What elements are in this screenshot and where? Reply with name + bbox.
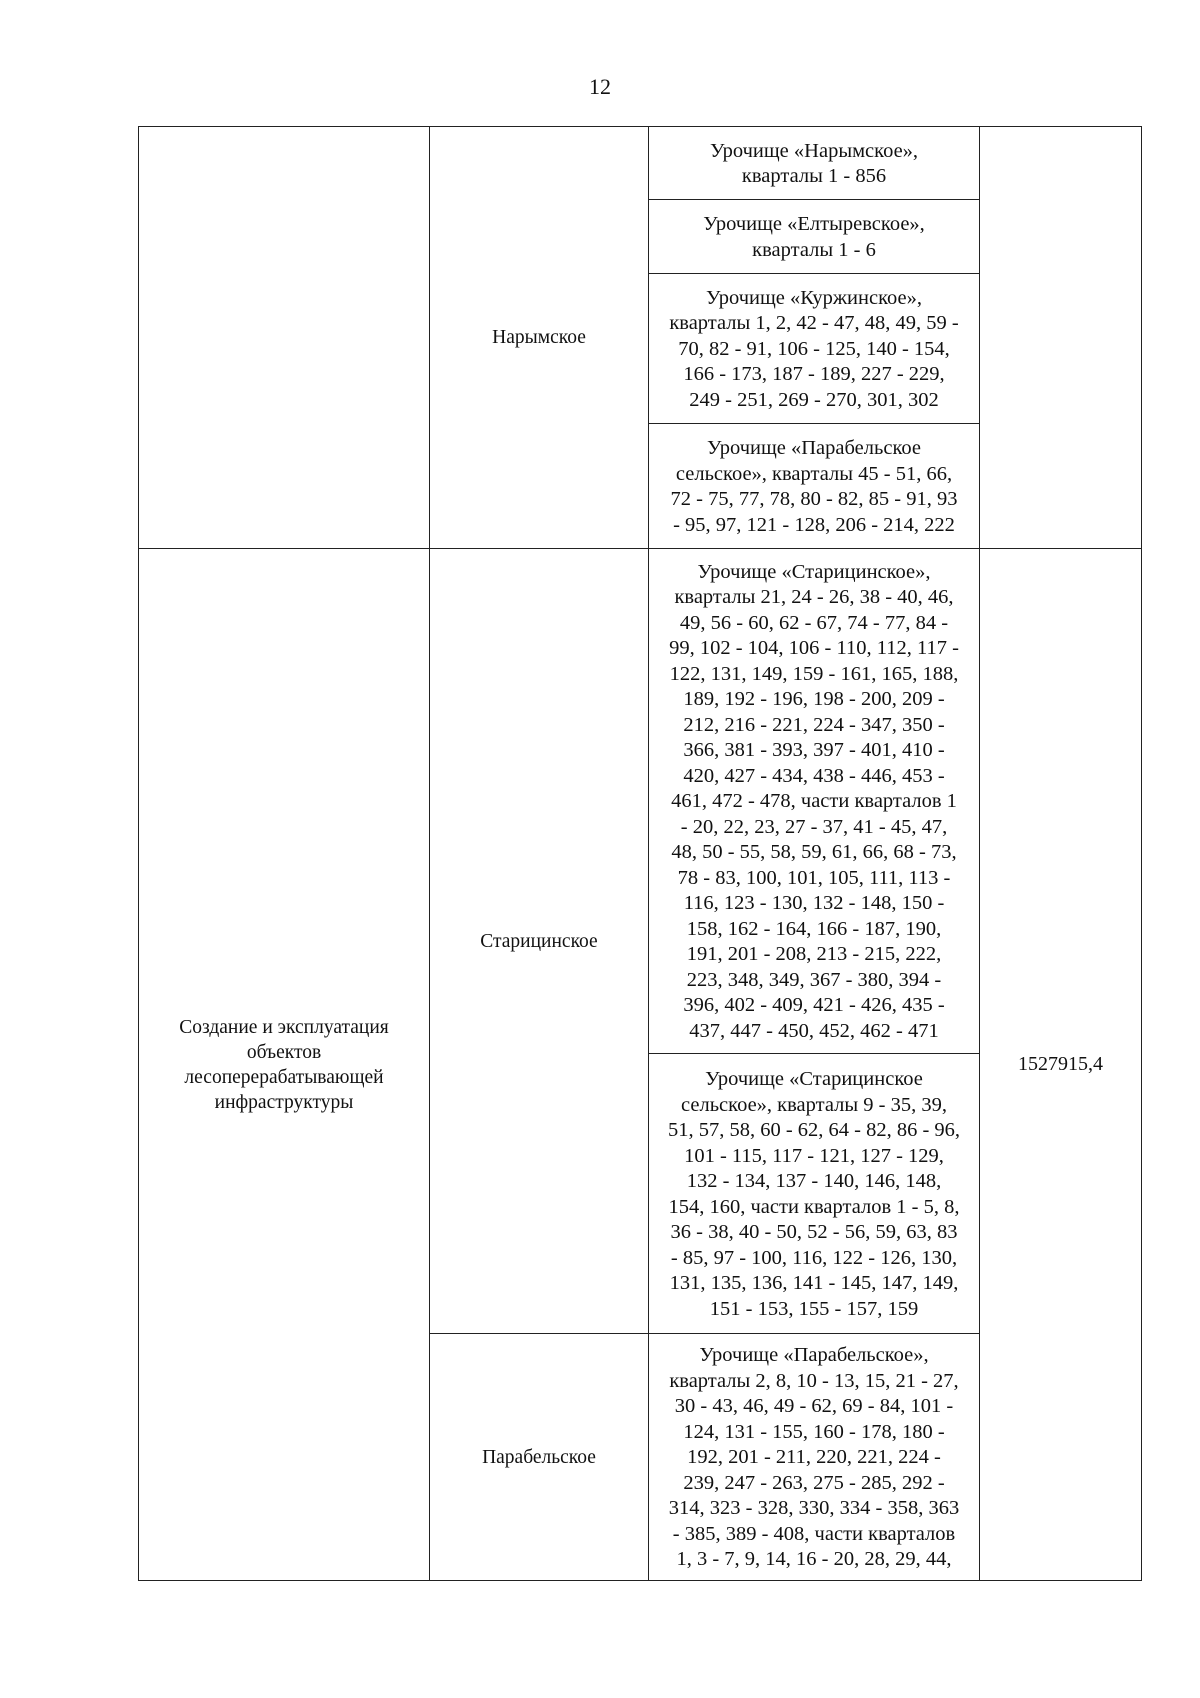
text-line: кварталы 1, 2, 42 - 47, 48, 49, 59 -	[669, 312, 959, 335]
text-line: 132 - 134, 137 - 140, 146, 148,	[686, 1170, 942, 1192]
text-line: 70, 82 - 91, 106 - 125, 140 - 154,	[678, 337, 950, 360]
text-line: - 20, 22, 23, 27 - 37, 41 - 45, 47,	[680, 815, 948, 838]
table-row	[139, 127, 1142, 200]
locality-cell	[649, 424, 980, 549]
forest-areas-table	[138, 126, 1142, 1581]
text-line: 1, 3 - 7, 9, 14, 16 - 20, 28, 29, 44,	[676, 1548, 952, 1571]
text-line: 191, 201 - 208, 213 - 215, 222,	[686, 943, 942, 966]
locality-cell	[649, 549, 980, 1054]
table-row	[139, 549, 1142, 1054]
text-line: Урочище «Старицинское»,	[697, 560, 931, 583]
text-line: - 95, 97, 121 - 128, 206 - 214, 222	[673, 513, 955, 536]
text-line: 166 - 173, 187 - 189, 227 - 229,	[683, 363, 945, 386]
purpose-cell	[139, 127, 430, 549]
text-line: кварталы 2, 8, 10 - 13, 15, 21 - 27,	[669, 1369, 959, 1392]
text-line: Урочище «Нарымское»,	[709, 139, 919, 162]
text-line: Урочище «Парабельское	[707, 437, 921, 459]
locality-cell	[649, 200, 980, 274]
forestry-name-cell: Парабельское	[430, 1334, 649, 1581]
locality-cell	[649, 1054, 980, 1334]
text-line: 124, 131 - 155, 160 - 178, 180 -	[683, 1420, 945, 1443]
locality-cell	[649, 127, 980, 200]
text-line: Урочище «Парабельское»,	[699, 1344, 929, 1367]
text-line: Урочище «Старицинское	[705, 1068, 923, 1090]
area-cell: 1527915,4	[980, 549, 1142, 1581]
locality-text	[655, 1067, 973, 1322]
text-line: Создание и эксплуатация	[179, 1017, 389, 1038]
page-number: 12	[589, 74, 611, 99]
text-line: инфраструктуры	[214, 1092, 354, 1113]
text-line: 154, 160, части кварталов 1 - 5, 8,	[668, 1195, 960, 1218]
text-line: 36 - 38, 40 - 50, 52 - 56, 59, 63, 83	[670, 1221, 958, 1243]
text-line: 223, 348, 349, 367 - 380, 394 -	[686, 968, 942, 991]
locality-text	[655, 1343, 973, 1573]
text-line: лесоперерабатывающей	[184, 1067, 384, 1088]
locality-text	[655, 436, 973, 538]
text-line: кварталы 1 - 856	[741, 165, 887, 187]
text-line: 116, 123 - 130, 132 - 148, 150 -	[683, 892, 945, 915]
text-line: 122, 131, 149, 159 - 161, 165, 188,	[669, 662, 959, 685]
purpose-cell	[139, 549, 430, 1581]
text-line: кварталы 21, 24 - 26, 38 - 40, 46,	[674, 586, 954, 609]
text-line: 437, 447 - 450, 452, 462 - 471	[689, 1019, 939, 1042]
text-line: Урочище «Куржинское»,	[706, 286, 922, 309]
text-line: 249 - 251, 269 - 270, 301, 302	[689, 388, 939, 411]
text-line: 192, 201 - 211, 220, 221, 224 -	[687, 1446, 941, 1469]
text-line: Урочище «Елтыревское»,	[703, 213, 925, 235]
forestry-name-cell: Нарымское	[430, 127, 649, 549]
text-line: 78 - 83, 100, 101, 105, 111, 113 -	[677, 866, 951, 889]
locality-cell	[649, 1334, 980, 1581]
text-line: сельское», кварталы 9 - 35, 39,	[681, 1093, 947, 1116]
text-line: - 385, 389 - 408, части кварталов	[672, 1522, 956, 1545]
text-line: 99, 102 - 104, 106 - 110, 112, 117 -	[669, 637, 959, 660]
text-line: 72 - 75, 77, 78, 80 - 82, 85 - 91, 93	[670, 488, 958, 510]
locality-cell	[649, 274, 980, 424]
text-line: кварталы 1 - 6	[752, 238, 876, 261]
text-line: - 85, 97 - 100, 116, 122 - 126, 130,	[670, 1246, 958, 1269]
text-line: 189, 192 - 196, 198 - 200, 209 -	[683, 688, 945, 711]
locality-text	[655, 560, 973, 1045]
area-cell	[980, 127, 1142, 549]
text-line: 131, 135, 136, 141 - 145, 147, 149,	[669, 1272, 959, 1294]
text-line: 30 - 43, 46, 49 - 62, 69 - 84, 101 -	[674, 1395, 954, 1418]
text-line: 212, 216 - 221, 224 - 347, 350 -	[683, 713, 945, 736]
text-line: 49, 56 - 60, 62 - 67, 74 - 77, 84 -	[679, 611, 949, 634]
text-line: объектов	[246, 1042, 322, 1063]
text-line: 48, 50 - 55, 58, 59, 61, 66, 68 - 73,	[671, 841, 957, 864]
locality-text	[655, 286, 973, 414]
text-line: 461, 472 - 478, части кварталов 1	[671, 790, 957, 813]
text-line: 420, 427 - 434, 438 - 446, 453 -	[683, 764, 945, 787]
text-line: 158, 162 - 164, 166 - 187, 190,	[686, 917, 942, 940]
text-line: 396, 402 - 409, 421 - 426, 435 -	[683, 994, 945, 1017]
locality-text	[655, 212, 973, 263]
text-line: 314, 323 - 328, 330, 334 - 358, 363	[668, 1497, 960, 1520]
text-line: 239, 247 - 263, 275 - 285, 292 -	[683, 1471, 945, 1494]
text-line: 151 - 153, 155 - 157, 159	[709, 1297, 919, 1320]
text-line: 51, 57, 58, 60 - 62, 64 - 82, 86 - 96,	[667, 1119, 961, 1141]
forestry-name-cell: Старицинское	[430, 549, 649, 1334]
text-line: сельское», кварталы 45 - 51, 66,	[675, 462, 953, 485]
text-line: 101 - 115, 117 - 121, 127 - 129,	[684, 1144, 944, 1167]
purpose-text	[159, 1015, 409, 1115]
text-line: 366, 381 - 393, 397 - 401, 410 -	[683, 739, 945, 762]
locality-text	[655, 139, 973, 190]
